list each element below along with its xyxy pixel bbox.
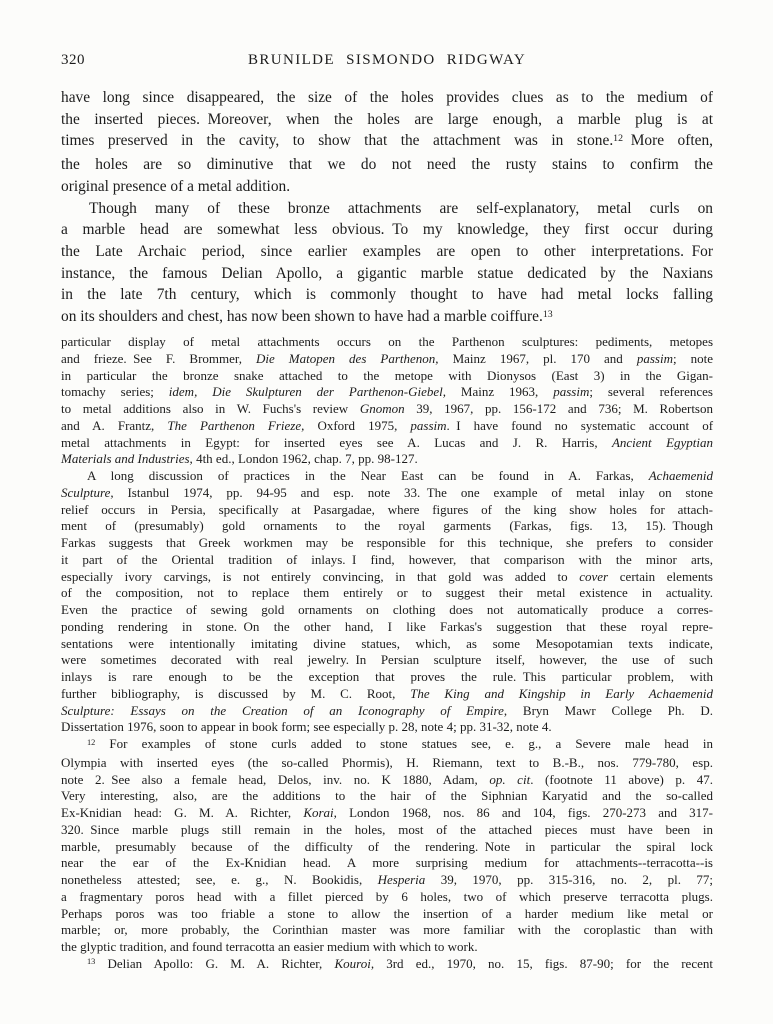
page-number: 320 [61,52,85,68]
text-line [61,755,713,772]
text-run: Die Matopen des Parthenon, [256,350,439,366]
text-run: nonetheless attested; see, e. g., N. Bookidis, [61,872,378,887]
text-run: the inserted pieces. Moreover, when the holes are large enough, a marble plug is at [61,110,713,128]
text-run: tomachy series; [61,384,169,400]
text-run: the Late Archaic period, since earlier examples are open to other interpretations. For [61,242,713,260]
text-run: the holes are so diminutive that we do not need the rusty stains to confirm the [61,156,713,174]
text-line [61,306,713,330]
footnote-marker: 12 [87,737,96,747]
text-line [61,822,713,839]
text-run: op. cit [489,771,531,787]
text-line [61,736,713,755]
text-run: Though many of these bronze attachments are self-explanatory, metal curls on [89,199,713,217]
text-run: note 2. See also a female head, Delos, inv. no. K 1880, Adam, [61,771,490,787]
text-run: For examples of stone curls added to stone statues see, e. g., a Severe male head in [95,736,713,751]
text-run: relief occurs in Persia, specifically at Pasargadae, where figures of the king show holes for attach- [61,501,713,517]
text-run: The Parthenon Frieze, [167,417,305,433]
text-line [61,485,713,502]
text-line [61,130,713,154]
text-line [61,772,713,789]
text-line [61,368,713,385]
text-line [61,939,713,956]
text-line [61,922,713,939]
text-run: ment of (presumably) gold ornaments to the royal garments (Farkas, figs. 13, 15). Though [61,518,713,534]
text-line [61,401,713,418]
text-run: 4th ed., London 1962, chap. 7, pp. 98-127. [192,451,418,467]
text-run: Oxford 1975, [304,417,411,433]
text-run: to metal additions also in W. Fuchs's review [61,401,360,416]
text-run: a fragmentary poros head with a fillet pierced by 6 holes, two of which preserve terracotta plugs. [61,888,713,904]
text-run: were sometimes decorated with real jewelry. In Persian sculpture itself, however, the use of such [61,652,713,668]
text-line [61,198,713,220]
text-line [61,87,713,109]
text-line [61,219,713,241]
text-line [61,241,713,263]
text-run: Olympia with inserted eyes (the so-called Phormis), H. Riemann, text to B.-B., nos. 779-780, esp. [61,754,713,770]
text-line [61,855,713,872]
text-line [61,602,713,619]
text-line [61,154,713,176]
text-run: Dissertation 1976, soon to appear in book form; see especially p. 28, note 4; pp. 31-32, note 4. [61,719,552,735]
text-line [61,652,713,669]
footnote-marker: 12 [613,133,624,145]
text-run: 39, 1967, pp. 156-172 and 736; M. Robertson [404,401,713,416]
text-run: ; several references [589,384,713,400]
text-run: 320. Since marble plugs still remain in the holes, most of the attached pieces must have been in [61,821,713,837]
text-run: in the late 7th century, which is commonly thought to have had metal locks falling [61,286,713,304]
text-line [61,703,713,720]
text-run: Korai, [303,805,337,820]
text-line [61,535,713,552]
text-run: it part of the Oriental tradition of inlays. I find, however, that comparison with the minor arts, [61,551,713,567]
text-run: original presence of a metal addition. [61,177,291,195]
text-line [61,284,713,306]
text-line [61,619,713,636]
text-line [61,788,713,805]
text-run: further bibliography, is discussed by M. C. Root, [61,685,411,701]
text-line [61,906,713,923]
text-run: on its shoulders and chest, has now been shown to have had a marble coiffure. [61,308,543,326]
text-run: Delian Apollo: G. M. A. Richter, [95,955,335,971]
text-line [61,263,713,285]
text-run: passim [410,417,447,433]
text-run: Farkas suggests that Greek workmen may be responsible for this technique, she prefers to consider [61,535,713,550]
text-run: of the composition, not to replace them entirely or to suggest their metal existence in actuality. [61,585,713,601]
text-run: Ex-Knidian head: G. M. A. Richter, [61,805,304,820]
text-run: Materials and Industries, [61,451,193,467]
text-run: Achaemenid [648,468,713,483]
text-line [61,384,713,401]
text-run: the glyptic tradition, and found terracotta an easier medium with which to work. [61,939,478,954]
text-run: 39, 1970, pp. 315-316, no. 2, pl. 77; [425,872,713,887]
text-run: The King and Kingship in Early Achaemenid [410,685,713,701]
text-run: and frieze. See F. Brommer, [61,350,256,366]
text-run: ; note [672,350,713,366]
text-line [61,109,713,131]
text-run: . I have found no systematic account of [446,417,714,433]
text-run: Gnomon [359,401,405,416]
text-run: , Bryn Mawr College Ph. D. [503,702,713,718]
text-run: Kouroi, [334,955,375,971]
text-line [61,552,713,569]
body-text [61,87,713,330]
text-line [61,435,713,452]
text-run: A long discussion of practices in the Near East can be found in A. Farkas, [87,468,649,483]
text-line [61,451,713,468]
page-header [61,52,713,69]
text-run: particular display of metal attachments occurs on the Parthenon sculptures: pediments, metopes [61,334,713,349]
text-line [61,351,713,368]
text-run: Istanbul 1974, pp. 94-95 and esp. note 33. The one example of metal inlay on stone [113,484,713,500]
text-run: Mainz 1967, pl. 170 and [438,350,637,366]
text-run: Sculpture, [61,484,114,500]
text-line [61,585,713,602]
text-line [61,334,713,351]
text-line [61,418,713,435]
text-run: near the ear of the Ex-Knidian head. A more surprising medium for attachments--terracotta--is [61,855,713,871]
text-run: Sculpture: Essays on the Creation of an Iconography of Empire [61,702,504,718]
text-run: cover [579,568,609,584]
text-run: certain elements [608,568,713,584]
text-run: sentations were intentionally imitating divine statues, which, as some Mesopotamian texts indicate, [61,635,713,651]
text-run: instance, the famous Delian Apollo, a gigantic marble statue dedicated by the Naxians [61,264,713,282]
text-line [61,636,713,653]
text-run: Perhaps poros was too friable a stone to allow the insertion of a harder medium like metal or [61,905,713,921]
text-line [61,719,713,736]
text-line [61,569,713,586]
text-line [61,502,713,519]
text-run: Hesperia [377,872,426,887]
text-run: Mainz 1963, [446,384,554,400]
text-run: passim [636,350,673,366]
text-run: London 1968, nos. 86 and 104, figs. 270-273 and 317- [336,805,713,820]
text-line [61,956,713,975]
text-run: 3rd ed., 1970, no. 15, figs. 87-90; for the recent [374,955,713,971]
text-line [61,686,713,703]
text-run: metal attachments in Egypt: for inserted eyes see A. Lucas and J. R. Harris, [61,434,612,450]
footnote-marker: 13 [542,308,553,320]
footnote-marker: 13 [87,957,96,967]
text-run: have long since disappeared, the size of the holes provides clues as to the medium of [61,89,713,106]
text-line [61,669,713,686]
text-line [61,518,713,535]
text-run: times preserved in the cavity, to show that the attachment was in stone. [61,132,614,150]
text-line [61,176,713,198]
text-line [61,889,713,906]
text-line [61,468,713,485]
text-run: inlays is rare enough to be the exception that proves the rule. This particular problem, with [61,669,713,684]
text-run: ponding rendering in stone. On the other hand, I like Farkas's suggestion that these royal repre- [61,618,713,634]
footnote-section [61,334,713,975]
text-run: marble, presumably because of the difficulty of the rendering. Note in particular the spiral lock [61,838,713,854]
text-run: in particular the bronze snake attached to the metope with Dionysos (East 3) in the Gigan- [61,367,713,383]
text-run: More often, [623,132,713,150]
text-run: Even the practice of sewing gold ornaments on clothing does not automatically produce a corres- [61,602,713,617]
running-head: BRUNILDE SISMONDO RIDGWAY [247,52,527,68]
text-line [61,805,713,822]
text-run: a marble head are somewhat less obvious. To my knowledge, they first occur during [61,221,713,239]
text-run: especially ivory carvings, is not entirely convincing, in that gold was added to [61,568,580,584]
text-line [61,839,713,856]
text-run: passim [553,384,590,400]
text-run: . (footnote 11 above) p. 47. [530,771,714,787]
text-run: marble; or, more probably, the Corinthian master was more familiar with the coroplastic than with [61,922,713,938]
text-line [61,872,713,889]
text-run: Ancient Egyptian [611,434,714,450]
text-run: and A. Frantz, [61,417,168,433]
text-run: Very interesting, also, are the additions to the hair of the Siphnian Karyatid and the so-called [61,788,713,804]
text-run: idem, Die Skulpturen der Parthenon-Giebel, [168,384,447,400]
